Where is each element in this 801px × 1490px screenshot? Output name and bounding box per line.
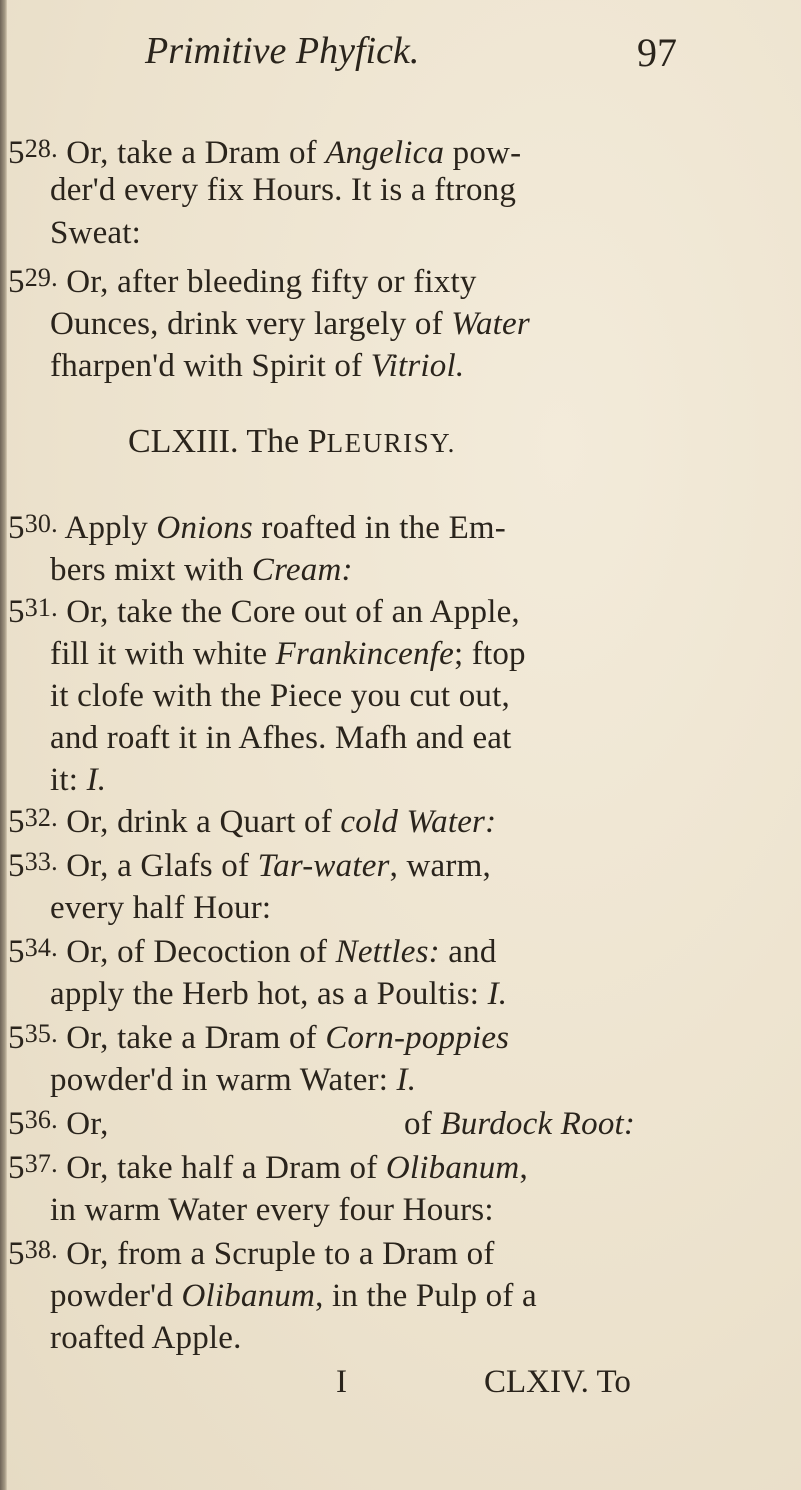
remedy-528-line-2: der'd every fix Hours. It is a ftrong (50, 172, 517, 208)
remedy-533-line-2: every half Hour: (50, 890, 272, 926)
remedy-535-line-1: 535. Or, take a Dram of Corn-poppies (8, 1019, 510, 1056)
remedy-number: 531. (8, 593, 58, 630)
signature-mark: I (336, 1364, 347, 1400)
remedy-number: 528. (8, 134, 58, 171)
remedy-number: 530. (8, 509, 58, 546)
remedy-535-line-2: powder'd in warm Water: I. (50, 1062, 417, 1098)
remedy-529-line-2: Ounces, drink very largely of Water (50, 306, 530, 342)
section-heading: CLXIII. The PLEURISY. (128, 423, 456, 460)
catchword: CLXIV. To (484, 1364, 631, 1400)
remedy-537-line-1: 537. Or, take half a Dram of Olibanum, (8, 1149, 528, 1186)
remedy-531-line-2: fill it with white Frankincenfe; ftop (50, 636, 526, 672)
remedy-531-line-4: and roaft it in Afhes. Mafh and eat (50, 720, 512, 756)
remedy-532-line-1: 532. Or, drink a Quart of cold Water: (8, 803, 497, 840)
remedy-number: 532. (8, 803, 58, 840)
remedy-530-line-1: 530. Apply Onions roafted in the Em- (8, 509, 506, 546)
remedy-538-line-2: powder'd Olibanum, in the Pulp of a (50, 1278, 537, 1314)
running-title: Primitive Phyfick. (145, 30, 420, 72)
remedy-538-line-1: 538. Or, from a Scruple to a Dram of (8, 1235, 495, 1272)
remedy-number: 535. (8, 1019, 58, 1056)
remedy-537-line-2: in warm Water every four Hours: (50, 1192, 494, 1228)
remedy-number: 538. (8, 1235, 58, 1272)
remedy-528-line-1: 528. Or, take a Dram of Angelica pow- (8, 134, 522, 171)
remedy-536-line-1: 536. Or, of Burdock Root: (8, 1105, 636, 1142)
remedy-531-line-5: it: I. (50, 762, 107, 798)
remedy-531-line-1: 531. Or, take the Core out of an Apple, (8, 593, 520, 630)
remedy-number: 534. (8, 933, 58, 970)
page-number: 97 (637, 30, 677, 75)
remedy-number: 529. (8, 263, 58, 300)
remedy-number: 533. (8, 847, 58, 884)
remedy-528-line-3: Sweat: (50, 215, 142, 251)
remedy-531-line-3: it clofe with the Piece you cut out, (50, 678, 510, 714)
remedy-530-line-2: bers mixt with Cream: (50, 552, 353, 588)
remedy-534-line-1: 534. Or, of Decoction of Nettles: and (8, 933, 497, 970)
remedy-529-line-3: fharpen'd with Spirit of Vitriol. (50, 348, 465, 384)
running-header (145, 28, 705, 74)
remedy-number: 536. (8, 1105, 58, 1142)
remedy-538-line-3: roafted Apple. (50, 1320, 242, 1356)
remedy-529-line-1: 529. Or, after bleeding fifty or fixty (8, 263, 477, 300)
remedy-number: 537. (8, 1149, 58, 1186)
remedy-534-line-2: apply the Herb hot, as a Poultis: I. (50, 976, 508, 1012)
remedy-533-line-1: 533. Or, a Glafs of Tar-water, warm, (8, 847, 491, 884)
